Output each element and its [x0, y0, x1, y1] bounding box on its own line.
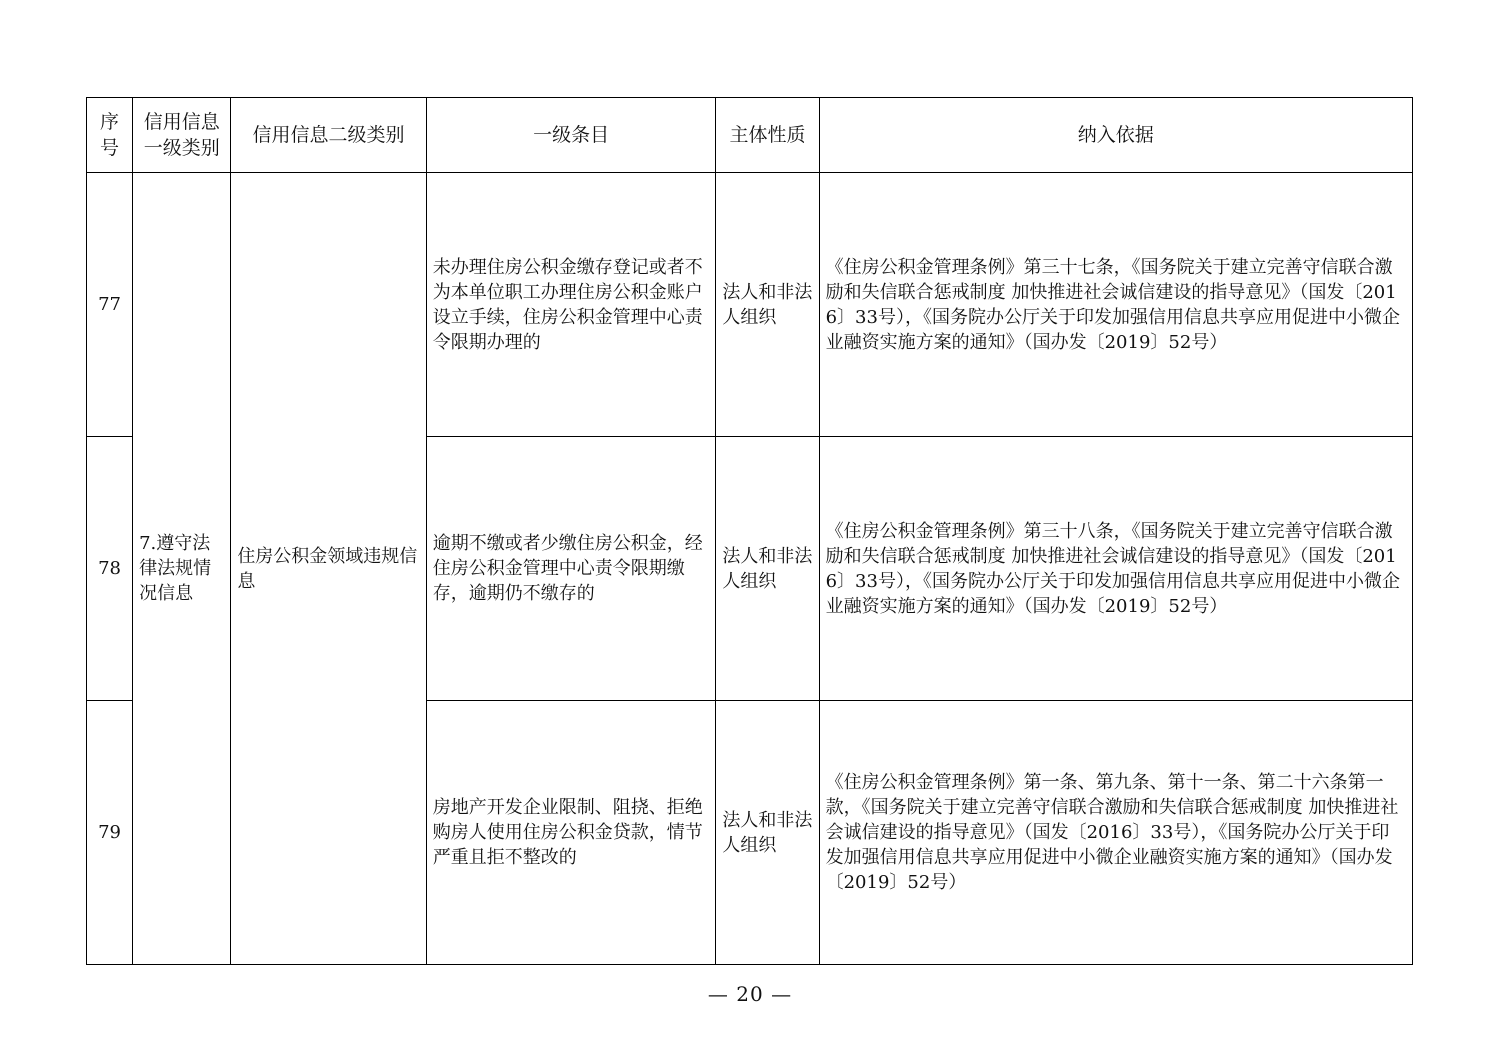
row-item: 房地产开发企业限制、阻挠、拒绝购房人使用住房公积金贷款，情节严重且拒不整改的: [426, 701, 716, 965]
row-subject-nature: 法人和非法人组织: [716, 701, 819, 965]
header-seq: 序号: [87, 98, 133, 173]
header-level2-category: 信用信息二级类别: [231, 98, 426, 173]
row-seq: 77: [87, 173, 133, 437]
row-basis: 《住房公积金管理条例》第三十七条，《国务院关于建立完善守信联合激励和失信联合惩戒制度 加快推进社会诚信建设的指导意见》（国发〔2016〕33号），《国务院办公厅关于印发加强信用信息共享应用促进中小微企业融资实施方案的通知》（国办发〔2019〕52号）: [819, 173, 1412, 437]
row-subject-nature: 法人和非法人组织: [716, 173, 819, 437]
credit-info-table: [86, 97, 1413, 965]
header-item: 一级条目: [426, 98, 716, 173]
level2-category-cell: 住房公积金领域违规信息: [231, 173, 426, 965]
page-number: — 20 —: [707, 982, 793, 1006]
row-basis: 《住房公积金管理条例》第一条、第九条、第十一条、第二十六条第一款，《国务院关于建立完善守信联合激励和失信联合惩戒制度 加快推进社会诚信建设的指导意见》（国发〔2016〕33号），《国务院办公厅关于印发加强信用信息共享应用促进中小微企业融资实施方案的通知》（国办发〔2019〕52号）: [819, 701, 1412, 965]
header-basis: 纳入依据: [819, 98, 1412, 173]
row-subject-nature: 法人和非法人组织: [716, 437, 819, 701]
row-item: 未办理住房公积金缴存登记或者不为本单位职工办理住房公积金账户设立手续，住房公积金管理中心责令限期办理的: [426, 173, 716, 437]
row-seq: 79: [87, 701, 133, 965]
table-header-row: [87, 98, 1413, 173]
header-subject-nature: 主体性质: [716, 98, 819, 173]
row-seq: 78: [87, 437, 133, 701]
level1-category-cell: 7.遵守法律法规情况信息: [133, 173, 231, 965]
table-row: [87, 173, 1413, 437]
row-basis: 《住房公积金管理条例》第三十八条，《国务院关于建立完善守信联合激励和失信联合惩戒制度 加快推进社会诚信建设的指导意见》（国发〔2016〕33号），《国务院办公厅关于印发加强信用信息共享应用促进中小微企业融资实施方案的通知》（国办发〔2019〕52号）: [819, 437, 1412, 701]
row-item: 逾期不缴或者少缴住房公积金，经住房公积金管理中心责令限期缴存，逾期仍不缴存的: [426, 437, 716, 701]
header-level1-category: 信用信息一级类别: [133, 98, 231, 173]
